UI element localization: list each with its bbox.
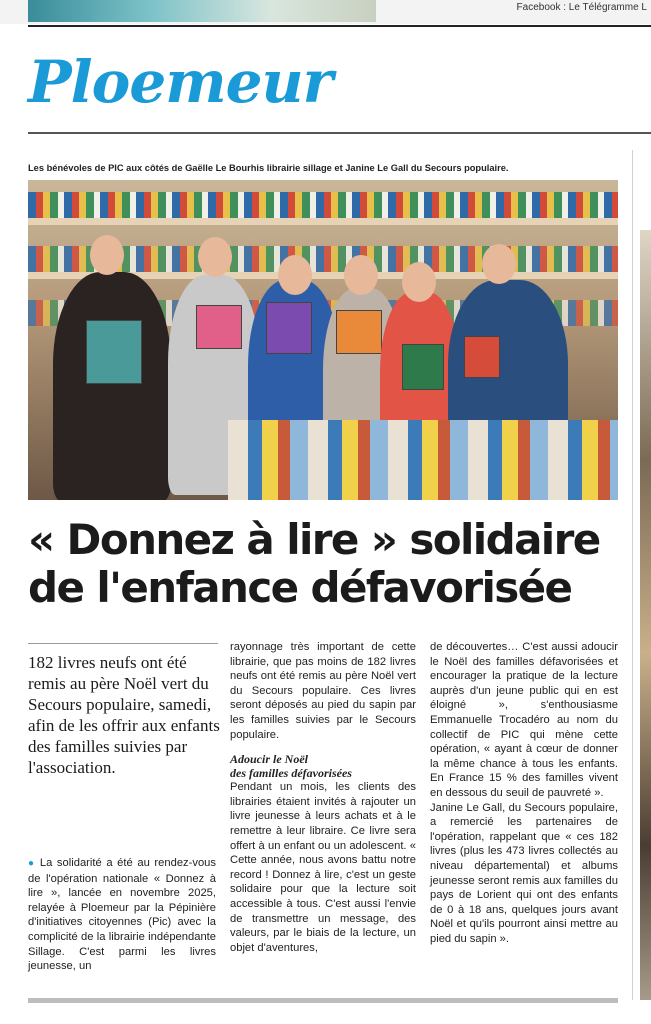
held-book bbox=[86, 320, 142, 384]
held-book bbox=[464, 336, 500, 378]
shelf bbox=[28, 218, 618, 225]
top-photo-fragment bbox=[28, 0, 376, 22]
section-rule bbox=[28, 132, 651, 134]
body-text: Pendant un mois, les clients des librairies étaient invités à rajouter un livre jeunesse à leurs achats et à le remettre à leur libraire. Ce livre sera offert à un enfant ou un adolescent. « Cette année, nous avons battu notre record ! Donnez à lire, c'est un geste solidaire pour que la lecture soit accessible à tous. C'est aussi l'envie de transmettre un message, des valeurs, par le biais de la lecture, un objet d'aventures, bbox=[230, 781, 416, 954]
person-head bbox=[90, 235, 124, 275]
lead-paragraph: 182 livres neufs ont été remis au père Noël vert du Secours populaire, samedi, afin de les offrir aux enfants des familles suivies par l'association. bbox=[28, 653, 220, 777]
photo-caption: Les bénévoles de PIC aux côtés de Gaëlle Le Bourhis librairie sillage et Janine Le Gall du Secours populaire. bbox=[28, 163, 509, 173]
person-head bbox=[482, 244, 516, 284]
held-book bbox=[196, 305, 242, 349]
top-rule bbox=[28, 25, 651, 27]
person-head bbox=[278, 255, 312, 295]
subheading bbox=[230, 752, 416, 780]
book-table bbox=[228, 420, 618, 500]
body-text: La solidarité a été au rendez-vous de l'opération nationale « Donnez à lire », lancée en novembre 2025, relayée à Ploemeur par la Pépinière d'initiatives citoyennes (Pic) avec la complicité de la librairie indépendante Sillage. C'est parmi les livres jeunesse, un bbox=[28, 857, 216, 973]
body-column-3 bbox=[430, 640, 618, 946]
article-photo bbox=[28, 180, 618, 500]
subheading-line-2: des familles défavorisées bbox=[230, 766, 352, 781]
bullet-icon: ● bbox=[28, 858, 40, 869]
body-column-1 bbox=[28, 856, 216, 974]
book-row bbox=[28, 192, 618, 218]
headline bbox=[28, 516, 628, 612]
adjacent-article-fragment bbox=[640, 230, 651, 1000]
body-text: Janine Le Gall, du Secours populaire, a remercié les partenaires de l'opération, rappelant que « ces 182 livres (plus les 473 livres collectés au niveau départemental) et albums jeunesse seront remis aux familles du pays de Lorient qui ont des enfants de 0 à 18 ans, quelques jours avant Noël et qu'ils pourront ainsi mettre au pied du sapin ». bbox=[430, 801, 618, 945]
section-town-title: Ploemeur bbox=[28, 48, 333, 116]
subheading-line-1: Adoucir le Noël bbox=[230, 752, 308, 767]
held-book bbox=[402, 344, 444, 390]
lead-rule bbox=[28, 643, 218, 644]
person-1 bbox=[53, 272, 171, 500]
headline-line-2: de l'enfance défavorisée bbox=[28, 563, 572, 612]
source-credit: Facebook : Le Télégramme L bbox=[516, 2, 647, 13]
person-head bbox=[198, 237, 232, 277]
body-column-2 bbox=[230, 640, 416, 955]
person-head bbox=[402, 262, 436, 302]
column-divider bbox=[632, 150, 633, 1000]
person-head bbox=[344, 255, 378, 295]
bottom-rule bbox=[28, 998, 618, 1003]
headline-line-1: « Donnez à lire » solidaire bbox=[28, 515, 600, 564]
held-book bbox=[266, 302, 312, 354]
body-text: de découvertes… C'est aussi adoucir le Noël des familles défavorisées et encourager la pratique de la lecture auprès d'un jeune public qui en est éloigné », s'enthousiasme Emmanuelle Trocadéro au nom du collectif de PIC qui mène cette opération, « ayant à cœur de donner la même chance à tous les enfants. En France 15 % des familles vivent en dessous du seuil de pauvreté ». bbox=[430, 641, 618, 799]
held-book bbox=[336, 310, 382, 354]
body-text: rayonnage très important de cette librairie, que pas moins de 182 livres neufs ont été remis au père Noël vert du Secours populaire. Ces livres seront déposés au pied du sapin par les familles suivies par le Secours populaire. bbox=[230, 641, 416, 741]
